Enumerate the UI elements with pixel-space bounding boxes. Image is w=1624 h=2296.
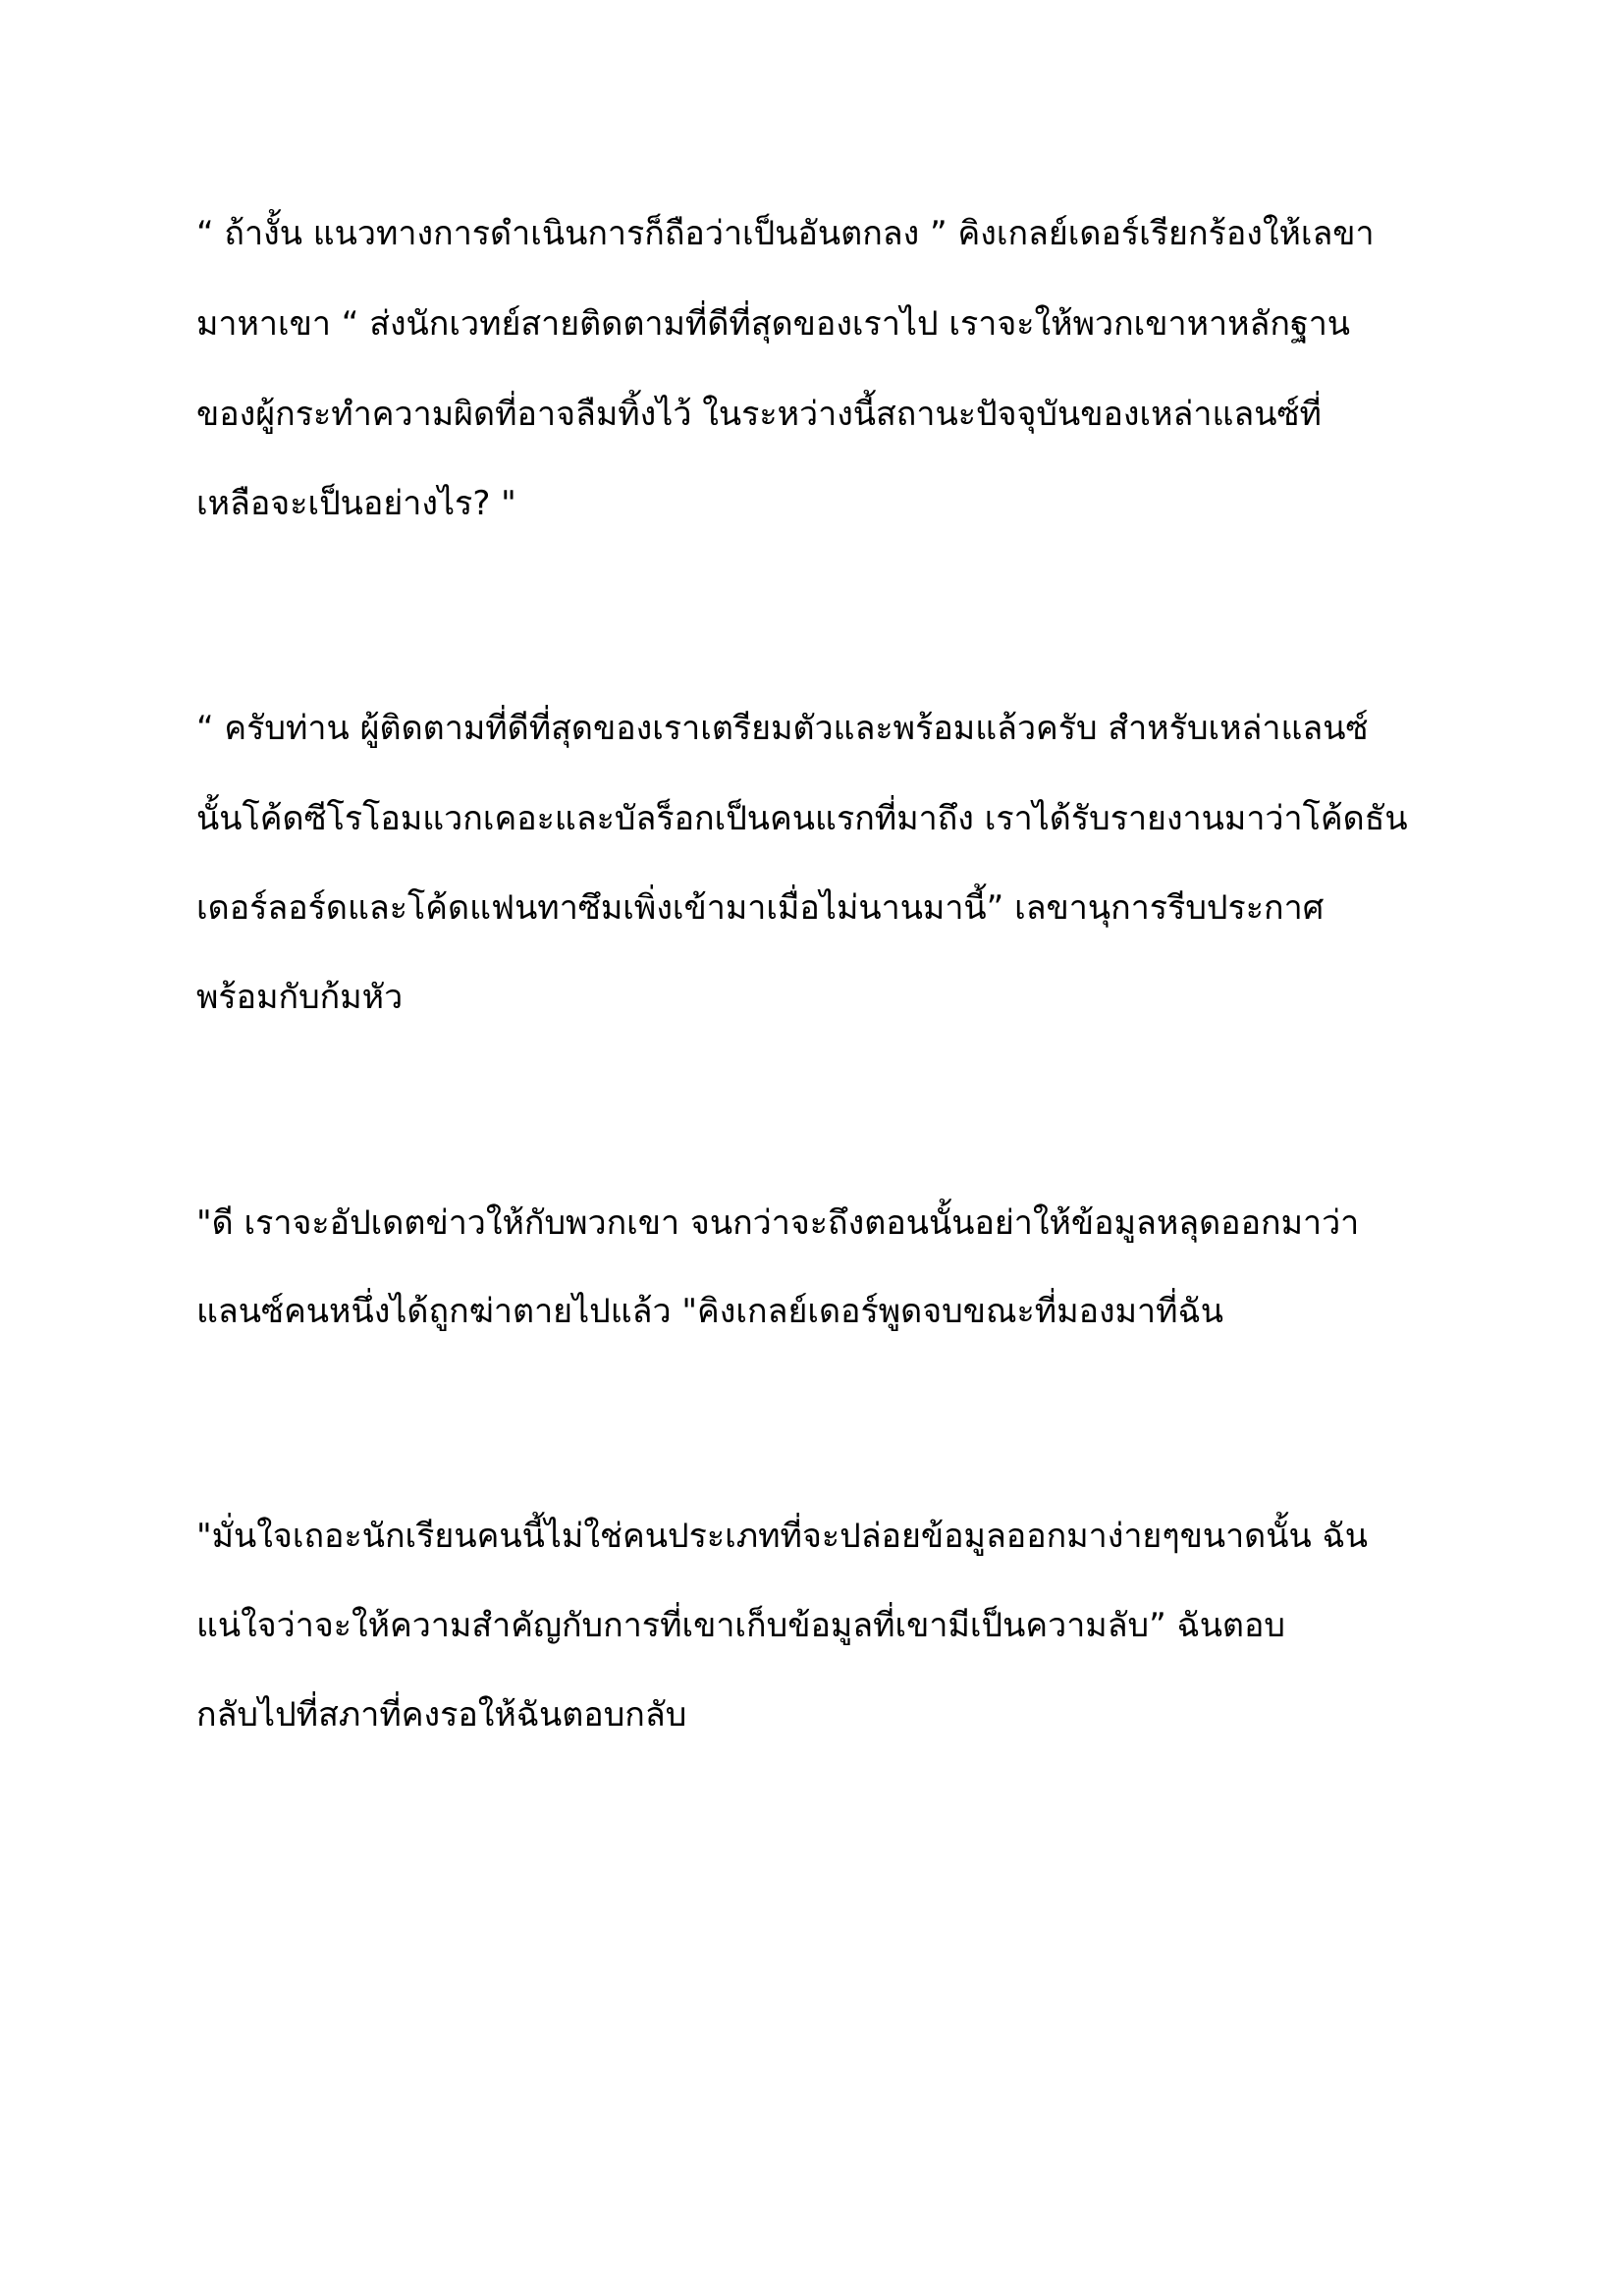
paragraph-line: แลนซ์คนหนึ่งได้ถูกฆ่าตายไปแล้ว "คิงเกลย์เดอร์พูดจบขณะที่มองมาที่ฉัน <box>196 1292 1223 1331</box>
paragraph-line: เดอร์ลอร์ดและโค้ดแฟนทาซึมเพิ่งเข้ามาเมื่อไม่นานมานี้” เลขานุการรีบประกาศ <box>196 888 1325 928</box>
paragraph-line: “ ครับท่าน ผู้ติดตามที่ดีที่สุดของเราเตรียมตัวและพร้อมแล้วครับ สำหรับเหล่าแลนซ์ <box>196 709 1369 748</box>
paragraph-line: "มั่นใจเถอะนักเรียนคนนี้ไม่ใช่คนประเภทที่จะปล่อยข้อมูลออกมาง่ายๆขนาดนั้น ฉัน <box>196 1517 1368 1556</box>
paragraph-line: "ดี เราจะอัปเดตข่าวให้กับพวกเขา จนกว่าจะถึงตอนนั้นอย่าให้ข้อมูลหลุดออกมาว่า <box>196 1203 1360 1243</box>
paragraph-line: กลับไปที่สภาที่คงรอให้ฉันตอบกลับ <box>196 1695 687 1735</box>
paragraph-line: “ ถ้างั้น แนวทางการดำเนินการก็ถือว่าเป็นอันตกลง ” คิงเกลย์เดอร์เรียกร้องให้เลขา <box>196 214 1375 253</box>
paragraph-line: แน่ใจว่าจะให้ความสำคัญกับการที่เขาเก็บข้อมูลที่เขามีเป็นความลับ” ฉันตอบ <box>196 1606 1286 1645</box>
paragraph-line: นั้นโค้ดซีโรโอมแวกเคอะและบัลร็อกเป็นคนแรกที่มาถึง เราได้รับรายงานมาว่าโค้ดธัน <box>196 799 1408 838</box>
paragraph-line: มาหาเขา “ ส่งนักเวทย์สายติดตามที่ดีที่สุดของเราไป เราจะให้พวกเขาหาหลักฐาน <box>196 304 1351 344</box>
paragraph-line: เหลือจะเป็นอย่างไร? " <box>196 484 516 523</box>
paragraph-line: พร้อมกับก้มหัว <box>196 978 404 1017</box>
paragraph-line: ของผู้กระทำความผิดที่อาจลืมทิ้งไว้ ในระหว่างนี้สถานะปัจจุบันของเหล่าแลนซ์ที่ <box>196 395 1322 434</box>
